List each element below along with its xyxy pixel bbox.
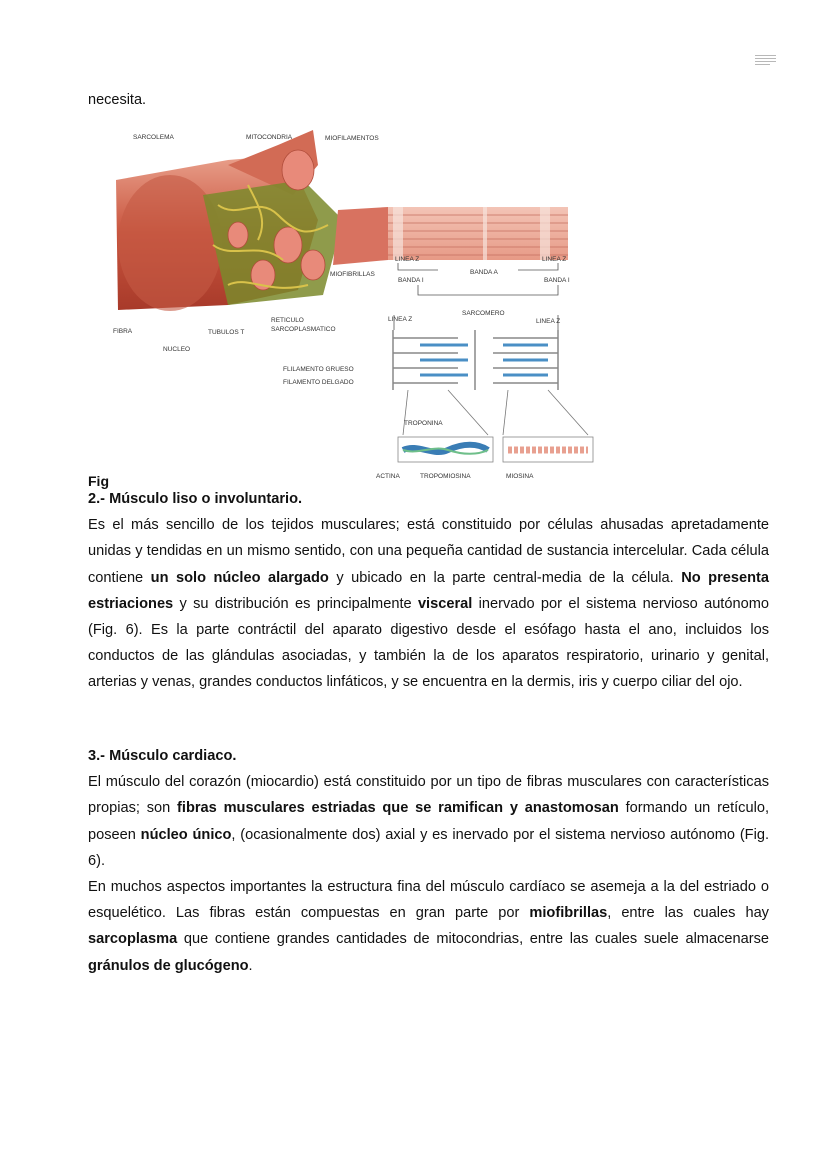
label-linea-z-4: LINEA Z bbox=[536, 318, 561, 325]
label-sarcomero: SARCOMERO bbox=[462, 310, 505, 317]
label-filamento-grueso: FLILAMENTO GRUESO bbox=[283, 366, 354, 373]
label-miofibrillas: MIOFIBRILLAS bbox=[330, 271, 375, 278]
label-linea-z-3: LINEA Z bbox=[388, 316, 413, 323]
label-miofilamentos: MIOFILAMENTOS bbox=[325, 135, 379, 142]
muscle-structure-figure bbox=[108, 125, 608, 485]
label-miosina: MIOSINA bbox=[506, 473, 534, 480]
label-mitocondria: MITOCONDRIA bbox=[246, 134, 293, 141]
bold-term: núcleo único bbox=[140, 826, 232, 843]
text-run: En muchos aspectos importantes la estructura fina del músculo cardíaco se asemeja a la del estriado o esquelético. Las fibras están compuestas en gran parte por bbox=[88, 879, 769, 922]
paragraph bbox=[88, 769, 769, 874]
text-run: Es el más sencillo de los tejidos musculares; está constituido por células ahusadas apretadamente unidas y tendidas en un mismo sentido, con una pequeña cantidad de sustancia intercelular. Cada célula contiene bbox=[88, 517, 769, 586]
label-linea-z-2: LINEA Z bbox=[542, 256, 567, 263]
label-banda-a: BANDA A bbox=[470, 269, 498, 276]
label-sarcoplasmatico: SARCOPLASMATICO bbox=[271, 326, 336, 333]
label-banda-i-1: BANDA I bbox=[398, 277, 424, 284]
section-heading: 3.- Músculo cardiaco. bbox=[88, 748, 237, 764]
label-fibra: FIBRA bbox=[113, 328, 133, 335]
bold-term: miofibrillas bbox=[529, 905, 608, 922]
bold-term: un solo núcleo alargado bbox=[150, 569, 329, 586]
text-run: , entre las cuales hay bbox=[607, 905, 769, 922]
text-run: . bbox=[248, 957, 253, 974]
text-run: formando un retículo, poseen bbox=[88, 800, 770, 843]
document-lines-icon[interactable] bbox=[755, 55, 776, 71]
bold-term: visceral bbox=[417, 595, 473, 612]
bold-term: No presenta estriaciones bbox=[88, 569, 769, 612]
label-tubulos-t: TUBULOS T bbox=[208, 329, 245, 336]
label-tropomiosina: TROPOMIOSINA bbox=[420, 473, 471, 480]
text-run: inervado por el sistema nervioso autónomo (Fig. 6). Es la parte contráctil del aparato digestivo desde el esófago hasta el ano, incluidos los conductos de las glándulas asociadas, y también la de los aparatos respiratorio, urinario y genital, arterias y venas, grandes conductos linfáticos, y se encuentra en la dermis, iris y cuerpo ciliar del ojo. bbox=[88, 595, 769, 691]
text-run: que contiene grandes cantidades de mitocondrias, entre las cuales suele almacenarse bbox=[177, 931, 769, 948]
paragraph bbox=[88, 874, 769, 979]
label-banda-i-2: BANDA I bbox=[544, 277, 570, 284]
figure-caption: Fig bbox=[88, 473, 109, 489]
bold-term: sarcoplasma bbox=[88, 931, 178, 948]
label-actina: ACTINA bbox=[376, 473, 400, 480]
bold-term: fibras musculares estriadas que se ramifican y anastomosan bbox=[177, 800, 619, 817]
section-heading: 2.- Músculo liso o involuntario. bbox=[88, 491, 303, 507]
text-run: , (ocasionalmente dos) axial y es inervado por el sistema nervioso autónomo (Fig. 6). bbox=[88, 826, 770, 869]
label-nucleo: NUCLEO bbox=[163, 346, 191, 353]
intro-text: necesita. bbox=[88, 92, 147, 108]
bold-term: gránulos de glucógeno bbox=[88, 957, 249, 974]
text-run: y ubicado en la parte central-media de la célula. bbox=[328, 569, 682, 586]
label-reticulo: RETICULO bbox=[271, 317, 304, 324]
label-sarcolema: SARCOLEMA bbox=[133, 134, 174, 141]
text-run: El músculo del corazón (miocardio) está constituido por un tipo de fibras musculares con características propias; son bbox=[88, 774, 769, 817]
paragraph bbox=[88, 512, 769, 695]
label-linea-z-1: LINEA Z bbox=[395, 256, 420, 263]
label-troponina: TROPONINA bbox=[404, 420, 443, 427]
section-cardiac-muscle bbox=[88, 743, 769, 979]
label-filamento-delgado: FILAMENTO DELGADO bbox=[283, 379, 354, 386]
section-smooth-muscle bbox=[88, 486, 769, 696]
text-run: y su distribución es principalmente bbox=[173, 595, 418, 612]
